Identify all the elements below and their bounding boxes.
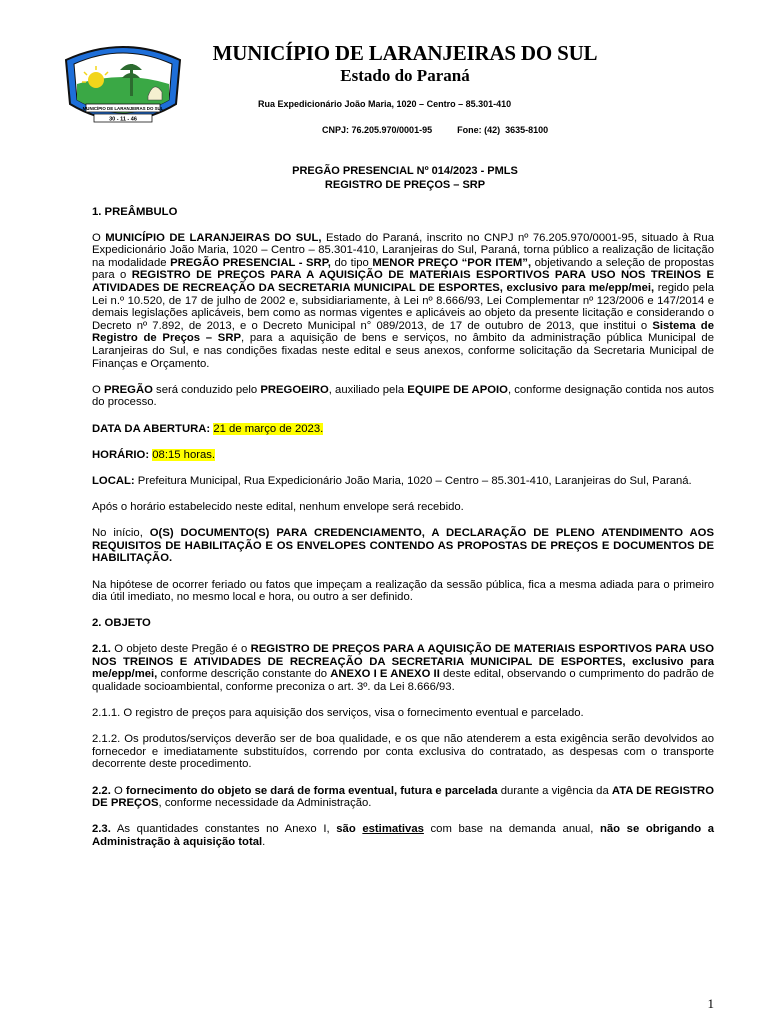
document-title xyxy=(200,164,610,192)
header-phone: Fone: (42) 3635-8100 xyxy=(457,125,549,135)
header-address: Rua Expedicionário João Maria, 1020 – Centro – 85.301-410 xyxy=(258,99,512,109)
section-heading-preambulo: 1. PREÂMBULO xyxy=(92,206,178,218)
municipality-title: MUNICÍPIO DE LARANJEIRAS DO SUL xyxy=(212,41,598,65)
opening-time-value: 08:15 horas. xyxy=(152,448,216,461)
crest-banner-text: MUNICÍPIO DE LARANJEIRAS DO SUL xyxy=(82,106,164,111)
location-paragraph xyxy=(92,475,714,488)
opening-time xyxy=(92,449,714,462)
opening-date xyxy=(92,423,714,436)
location-value: Prefeitura Municipal, Rua Expedicionário João Maria, 1020 – Centro – 85.301-410, Laranjeiras do Sul, Paraná. xyxy=(134,474,692,487)
header-cnpj: CNPJ: 76.205.970/0001-95 xyxy=(322,125,433,135)
preamble-paragraph: O MUNICÍPIO DE LARANJEIRAS DO SUL, Estado do Paraná, inscrito no CNPJ nº 76.205.970/0001-95, situado à Rua Expedicionário João Maria, 1020 – Centro – 85.301-410, Laranjeiras do Sul, Paraná, torna público a realização de licitação na modalidade PREGÃO PRESENCIAL - SRP, do tipo MENOR PREÇO “POR ITEM”, objetivando a seleção de propostas para o REGISTRO DE PREÇOS PARA A AQUISIÇÃO DE MATERIAIS ESPORTIVOS PARA USO NOS TREINOS E ATIVIDADES DE RECREAÇÃO DA SECRETARIA MUNICIPAL DE ESPORTES, exclusivo para me/epp/mei, regido pela Lei n.º 10.520, de 17 de julho de 2002 e, subsidiariamente, à Lei nº 8.666/93, Lei Complementar nº 123/2006 e 147/2014 e demais legislações aplicáveis, bem como as normas vigentes e aplicáveis ao objeto da presente licitação e considerando o Decreto nº 7.892, de 2013, e o Decreto Municipal n° 089/2013, de 17 de outubro de 2013, que institui o Sistema de Registro de Preços – SRP, para a aquisição de bens e serviços, no âmbito da administração pública Municipal de Laranjeiras do Sul, e nas condições fixadas neste edital e seus anexos, conforme solicitação da Secretaria Municipal de Finanças e Orçamento. xyxy=(92,231,714,370)
pregao-conduct-paragraph: O PREGÃO será conduzido pelo PREGOEIRO, auxiliado pela EQUIPE DE APOIO, conforme designação contida nos autos do processo. xyxy=(92,383,714,409)
location-label: LOCAL: xyxy=(92,474,135,487)
opening-date-label: DATA DA ABERTURA: xyxy=(92,422,211,435)
document-title-line1: PREGÃO PRESENCIAL Nº 014/2023 - PMLS xyxy=(292,165,518,177)
clause-2-3: 2.3. As quantidades constantes no Anexo I, são estimativas com base na demanda anual, não se obrigando a Administração à aquisição total. xyxy=(92,823,715,848)
clause-2-2: 2.2. O fornecimento do objeto se dará de forma eventual, futura e parcelada durante a vigência da ATA DE REGISTRO DE PREÇOS, conforme necessidade da Administração. xyxy=(92,784,714,810)
envelope-notice: Após o horário estabelecido neste edital, nenhum envelope será recebido. xyxy=(92,501,464,514)
opening-date-value: 21 de março de 2023. xyxy=(213,422,324,435)
section-heading-objeto: 2. OBJETO xyxy=(92,617,151,630)
clause-2-1-1: 2.1.1. O registro de preços para aquisição dos serviços, visa o fornecimento eventual e parcelado. xyxy=(92,706,584,719)
credentials-paragraph: No início, O(S) DOCUMENTO(S) PARA CREDENCIAMENTO, A DECLARAÇÃO DE PLENO ATENDIMENTO AOS REQUISITOS DE HABILITAÇÃO E OS ENVELOPES CONTENDO AS PROPOSTAS DE PREÇOS E DOCUMENTOS DE HABILITAÇÃO. xyxy=(92,527,714,565)
document-body xyxy=(92,206,714,862)
crest-date-text: 30 - 11 - 46 xyxy=(109,116,137,123)
clause-2-1-2: 2.1.2. Os produtos/serviços deverão ser de boa qualidade, e os que não atenderem a esta exigência serão devolvidos ao fornecedor e imediatamente substituídos, correndo por conta exclusiva do contratado, as despesas com o transporte decorrente deste procedimento. xyxy=(92,733,714,771)
page-number: 1 xyxy=(707,996,714,1011)
clause-2-1: 2.1. O objeto deste Pregão é o REGISTRO DE PREÇOS PARA A AQUISIÇÃO DE MATERIAIS ESPORTIVOS PARA USO NOS TREINOS E ATIVIDADES DE RECREAÇÃO DA SECRETARIA MUNICIPAL DE ESPORTES, exclusivo para me/epp/mei, conforme descrição constante do ANEXO I E ANEXO II deste edital, observando o cumprimento do padrão de qualidade socioambiental, conforme preconiza o art. 3º. da Lei 8.666/93. xyxy=(92,643,715,693)
header-contact xyxy=(322,124,548,136)
holiday-paragraph: Na hipótese de ocorrer feriado ou fatos que impeçam a realização da sessão pública, fica a mesma adiada para o primeiro dia útil imediato, no mesmo local e hora, ou outro a ser definido. xyxy=(92,578,714,604)
municipal-crest-icon xyxy=(62,40,184,132)
state-subtitle: Estado do Paraná xyxy=(340,66,470,85)
opening-time-label: HORÁRIO: xyxy=(92,448,150,461)
document-title-line2: REGISTRO DE PREÇOS – SRP xyxy=(324,179,486,191)
